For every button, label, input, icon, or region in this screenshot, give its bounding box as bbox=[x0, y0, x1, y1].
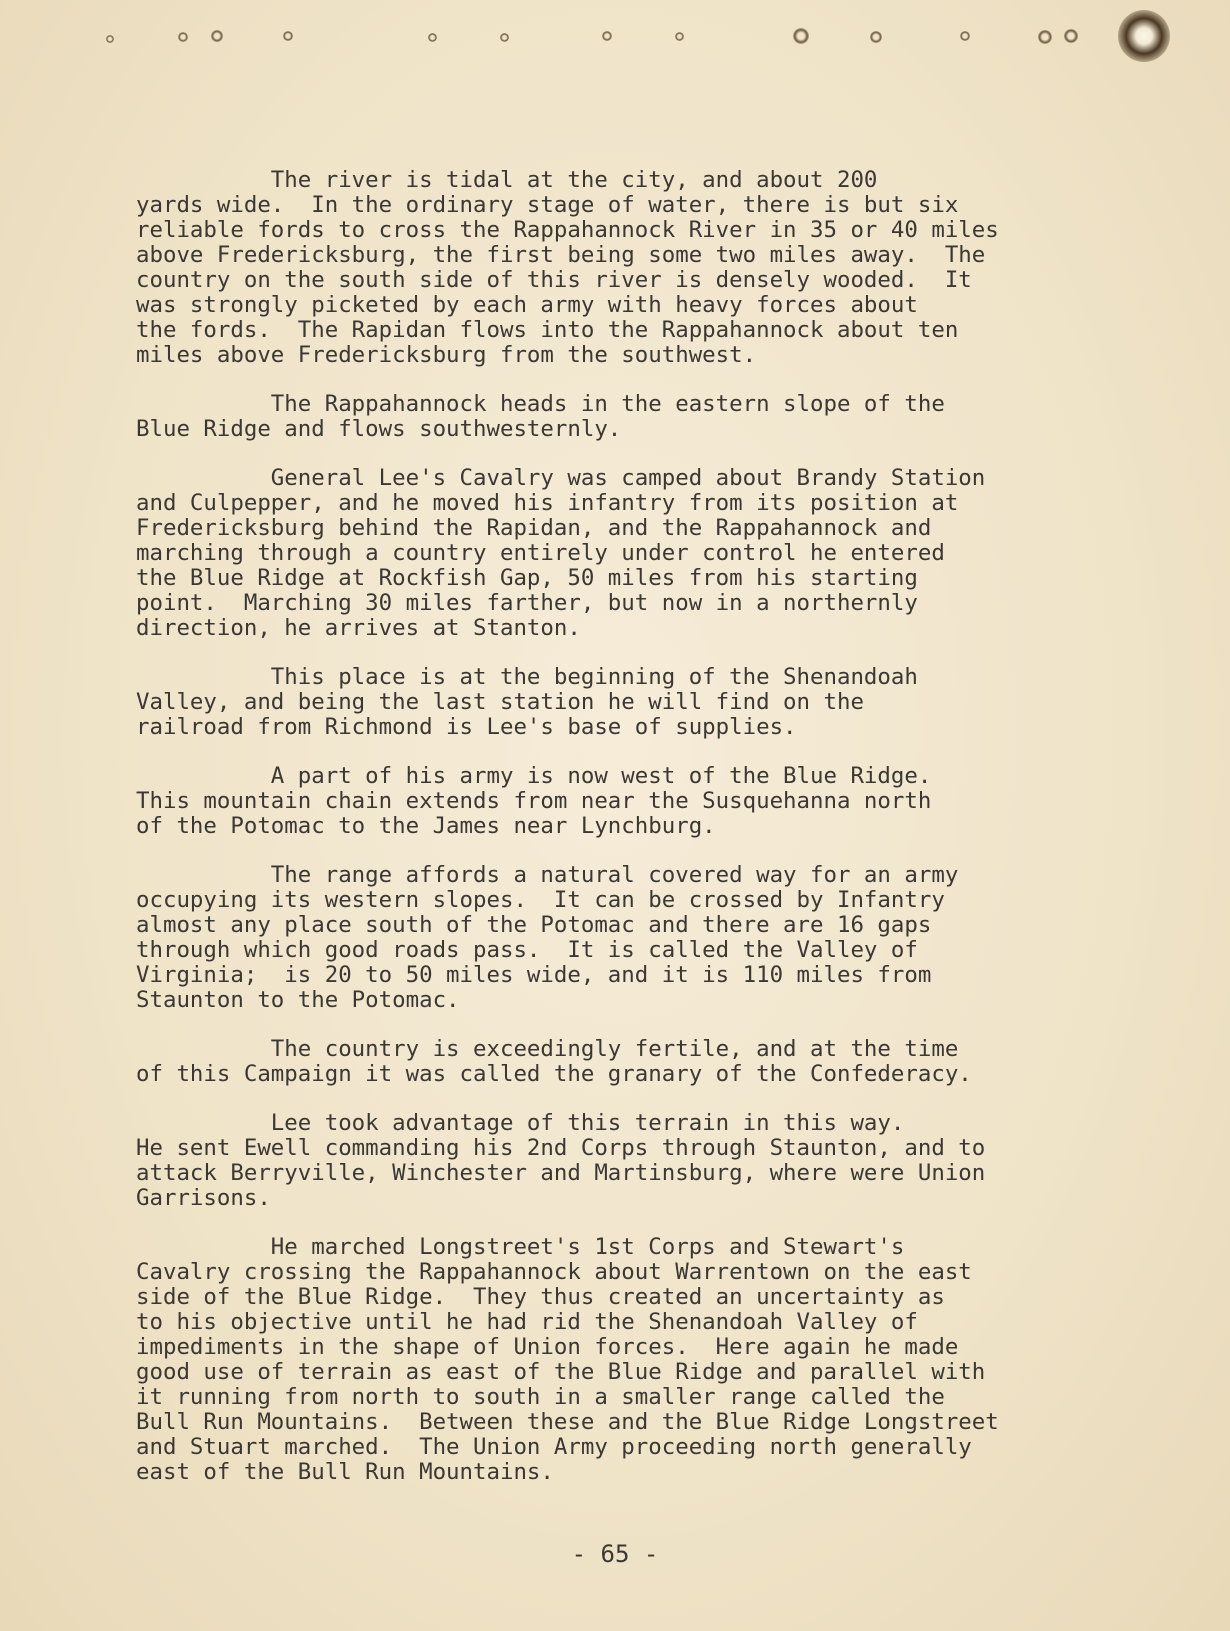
text-line: marching through a country entirely under control he entered bbox=[136, 540, 945, 566]
text-line: The river is tidal at the city, and about 200 bbox=[136, 167, 878, 193]
paragraph-lee-terrain bbox=[136, 1111, 1136, 1211]
text-line: Bull Run Mountains. Between these and the Blue Ridge Longstreet bbox=[136, 1409, 999, 1435]
text-line: He sent Ewell commanding his 2nd Corps through Staunton, and to bbox=[136, 1135, 986, 1161]
text-line: point. Marching 30 miles farther, but now in a northernly bbox=[136, 590, 918, 616]
text-line: through which good roads pass. It is called the Valley of bbox=[136, 937, 918, 963]
punch-hole bbox=[870, 31, 882, 43]
text-line: to his objective until he had rid the Shenandoah Valley of bbox=[136, 1309, 918, 1335]
text-line: railroad from Richmond is Lee's base of supplies. bbox=[136, 714, 797, 740]
text-line: almost any place south of the Potomac and there are 16 gaps bbox=[136, 912, 932, 938]
text-line: Valley, and being the last station he will find on the bbox=[136, 689, 864, 715]
text-line: yards wide. In the ordinary stage of water, there is but six bbox=[136, 192, 959, 218]
text-line: He marched Longstreet's 1st Corps and Stewart's bbox=[136, 1234, 905, 1260]
text-line: This place is at the beginning of the Shenandoah bbox=[136, 664, 918, 690]
paragraph-blue-ridge bbox=[136, 764, 1136, 839]
punch-hole bbox=[211, 30, 223, 42]
text-line: and Culpepper, and he moved his infantry from its position at bbox=[136, 490, 959, 516]
punch-hole bbox=[675, 32, 684, 41]
punch-hole bbox=[1038, 30, 1052, 44]
punch-hole bbox=[1064, 29, 1078, 43]
body-text bbox=[136, 168, 1136, 1509]
paragraph-rappahannock-heads bbox=[136, 392, 1136, 442]
text-line: was strongly picketed by each army with heavy forces about bbox=[136, 292, 918, 318]
punch-hole bbox=[602, 31, 612, 41]
text-line: Staunton to the Potomac. bbox=[136, 987, 460, 1013]
text-line: The country is exceedingly fertile, and at the time bbox=[136, 1036, 959, 1062]
text-line: Cavalry crossing the Rappahannock about Warrentown on the east bbox=[136, 1259, 972, 1285]
punch-hole bbox=[178, 32, 188, 42]
text-line: This mountain chain extends from near the Susquehanna north bbox=[136, 788, 932, 814]
paragraph-shenandoah-valley bbox=[136, 665, 1136, 740]
text-line: of this Campaign it was called the granary of the Confederacy. bbox=[136, 1061, 972, 1087]
text-line: The Rappahannock heads in the eastern slope of the bbox=[136, 391, 945, 417]
text-line: reliable fords to cross the Rappahannock River in 35 or 40 miles bbox=[136, 217, 999, 243]
punch-hole bbox=[793, 28, 809, 44]
text-line: the Blue Ridge at Rockfish Gap, 50 miles from his starting bbox=[136, 565, 918, 591]
text-line: side of the Blue Ridge. They thus created an uncertainty as bbox=[136, 1284, 945, 1310]
text-line: the fords. The Rapidan flows into the Rappahannock about ten bbox=[136, 317, 959, 343]
paragraph-longstreet-corps bbox=[136, 1235, 1136, 1485]
text-line: attack Berryville, Winchester and Martinsburg, where were Union bbox=[136, 1160, 986, 1186]
text-line: General Lee's Cavalry was camped about Brandy Station bbox=[136, 465, 986, 491]
text-line: miles above Fredericksburg from the southwest. bbox=[136, 342, 757, 368]
punch-hole bbox=[428, 33, 437, 42]
paragraph-range-covered-way bbox=[136, 863, 1136, 1013]
text-line: good use of terrain as east of the Blue Ridge and parallel with bbox=[136, 1359, 986, 1385]
text-line: country on the south side of this river is densely wooded. It bbox=[136, 267, 972, 293]
text-line: Virginia; is 20 to 50 miles wide, and it is 110 miles from bbox=[136, 962, 932, 988]
page-number: - 65 - bbox=[571, 1540, 659, 1568]
text-line: A part of his army is now west of the Blue Ridge. bbox=[136, 763, 932, 789]
text-line: it running from north to south in a smaller range called the bbox=[136, 1384, 945, 1410]
punched-holes-strip bbox=[0, 0, 1230, 80]
text-line: impediments in the shape of Union forces. Here again he made bbox=[136, 1334, 959, 1360]
paragraph-fertile-country bbox=[136, 1037, 1136, 1087]
text-line: Lee took advantage of this terrain in this way. bbox=[136, 1110, 905, 1136]
text-line: occupying its western slopes. It can be crossed by Infantry bbox=[136, 887, 945, 913]
text-line: The range affords a natural covered way for an army bbox=[136, 862, 959, 888]
punch-hole bbox=[1118, 10, 1170, 62]
text-line: Blue Ridge and flows southwesternly. bbox=[136, 416, 622, 442]
text-line: Fredericksburg behind the Rapidan, and the Rappahannock and bbox=[136, 515, 932, 541]
text-line: east of the Bull Run Mountains. bbox=[136, 1459, 554, 1485]
text-line: of the Potomac to the James near Lynchburg. bbox=[136, 813, 716, 839]
text-line: above Fredericksburg, the first being some two miles away. The bbox=[136, 242, 986, 268]
punch-hole bbox=[106, 35, 114, 43]
punch-hole bbox=[283, 31, 293, 41]
paragraph-lee-cavalry bbox=[136, 466, 1136, 641]
punch-hole bbox=[960, 31, 970, 41]
punch-hole bbox=[500, 33, 509, 42]
text-line: direction, he arrives at Stanton. bbox=[136, 615, 581, 641]
paragraph-rappahannock-river bbox=[136, 168, 1136, 368]
text-line: Garrisons. bbox=[136, 1185, 271, 1211]
text-line: and Stuart marched. The Union Army proceeding north generally bbox=[136, 1434, 972, 1460]
